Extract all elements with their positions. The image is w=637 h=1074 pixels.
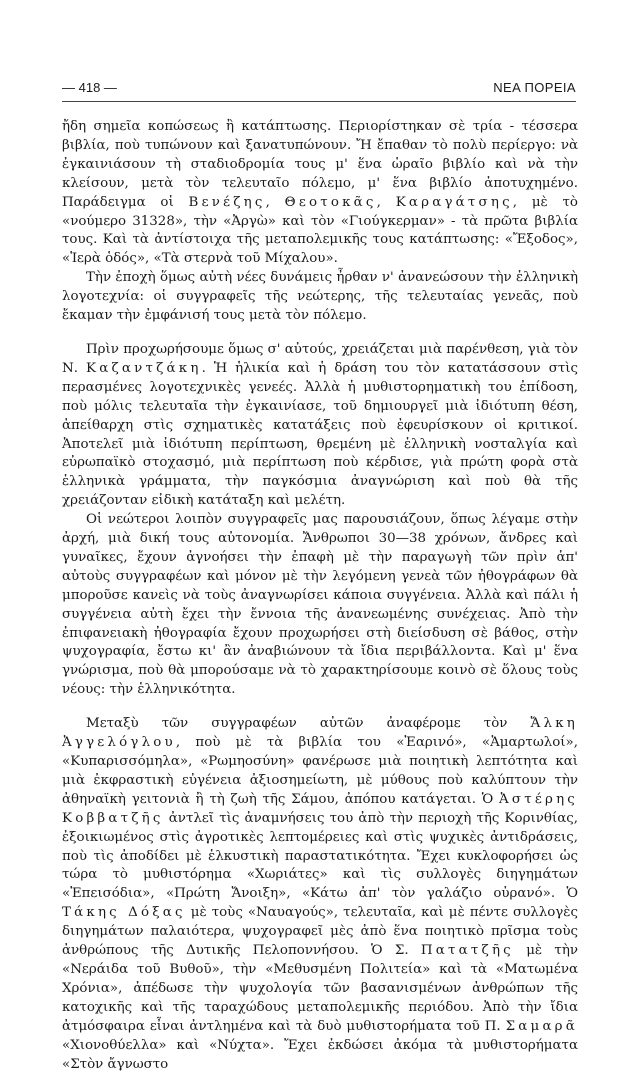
paragraph: Τὴν ἐποχὴ ὅμως αὐτὴ νέες δυνάμεις ἦρθαν ν' ἀνανεώσουν τὴν ἑλληνικὴ λογοτεχνία: οἱ συγγραφεῖς τῆς νεώτερης, τῆς τελευταίας γενεᾶς, ποὺ ἔκαμαν τὴν ἐμφάνισή τους μετὰ τὸν πόλεμο. <box>62 270 578 324</box>
spaced-author-name: Πατατζῆς <box>420 943 514 959</box>
page-header <box>62 80 576 100</box>
spaced-author-name: Σαμαρᾶ <box>505 1018 578 1034</box>
spaced-author-name: Ἀστέρης Κοββατζῆς <box>62 791 578 826</box>
spaced-author-name: Καζαντζάκη <box>86 360 202 376</box>
paragraph: Οἱ νεώτεροι λοιπὸν συγγραφεῖς μας παρουσιάζουν, ὅπως λέγαμε στὴν ἀρχή, μιὰ δική τους αὐτονομία. Ἄνθρωποι 30—38 χρόνων, ἄνδρες καὶ γυναῖκες, ἔχουν ἀγνοήσει τὴν ἐπαφὴ μὲ τὴν παραγωγὴ τῶν πρὶν ἀπ' αὐτοὺς συγγραφέων καὶ μόνον μὲ τὴν λεγόμενη γενεὰ τῶν ἠθογράφων θὰ μποροῦσε κανεὶς νὰ τοὺς ἀναγνωρίσει κάποια συγγένεια. Ἀλλὰ καὶ πάλι ἡ συγγένεια αὐτὴ ἔχει τὴν ἔννοια τῆς ἀνανεωμένης συνέχειας. Ἀπὸ τὴν ἐπιφανειακὴ ἠθογραφία ἔχουν προχωρήσει στὴ διείσδυση σὲ βάθος, στὴν ψυχογραφία, ἔστω κι' ἂν ἀναβιώνουν τὰ ἴδια περιβάλλοντα. Καὶ μ' ἕνα γνώρισμα, ποὺ θὰ μπορούσαμε νὰ τὸ χαρακτηρίσουμε κοινὸ σὲ ὅλους τοὺς νέους: τὴν ἑλληνικότητα. <box>62 512 578 698</box>
paragraph: Πρὶν προχωρήσουμε ὅμως σ' αὐτούς, χρειάζεται μιὰ παρένθεση, γιὰ τὸν Ν. Καζαντζάκη. Ἡ ἡλικία καὶ ἡ δράση του τὸν κατατάσσουν στὶς περασμένες λογοτεχνικὲς γενεές. Ἀλλὰ ἡ μυθιστορηματικὴ του ἐπίδοση, ποὺ μόλις τελευταῖα τὴν ἐγκαινίασε, τοῦ δημιουργεῖ μιὰ ἰδιότυπη θέση, ἀπείθαρχη στὶς σχηματικὲς κατατάξεις ποὺ ἐφευρίσκουν οἱ κριτικοί. Ἀποτελεῖ μιὰ ἰδιότυπη περίπτωση, θρεμένη μὲ ἑλληνικὴ νοσταλγία καὶ εὐρωπαϊκὸ στοχασμό, μιὰ περίπτωση ποὺ κέρδισε, γιὰ πρώτη φορὰ στὰ ἑλληνικὰ γράμματα, τὴν παγκόσμια ἀναγνώριση καὶ ποὺ θὰ τῆς χρειάζονταν εἰδικὴ κατάταξη καὶ μελέτη. <box>62 341 578 509</box>
spaced-author-name: Ἄλκη Ἀγγελόγλου <box>62 716 578 751</box>
spaced-author-name: Καραγάτσης <box>395 194 513 210</box>
spaced-author-name: Βενέζης <box>188 194 266 210</box>
article-body <box>62 118 578 1074</box>
header-rule <box>62 101 576 102</box>
spaced-author-name: Τάκης Δόξας <box>62 905 186 921</box>
page-number: — 418 — <box>62 80 117 95</box>
paragraph: Μεταξὺ τῶν συγγραφέων αὐτῶν ἀναφέρομε τὸν Ἄλκη Ἀγγελόγλου, ποὺ μὲ τὰ βιβλία του «Ἐαρινό», «Ἁμαρτωλοί», «Κυπαρισσόμηλα», «Ρωμηοσύνη» φανέρωσε μιὰ ποιητικὴ λεπτότητα καὶ μιὰ ἐκφραστικὴ εὐγένεια ἀξιοσημείωτη, μὲ μύθους ποὺ καλύπτουν τὴν ἀθηναϊκὴ γειτονιὰ ἢ τὴ ζωὴ τῆς Σάμου, ἀπόπου κατάγεται. Ὁ Ἀστέρης Κοββατζῆς ἀντλεῖ τὶς ἀναμνήσεις του ἀπὸ τὴν περιοχὴ τῆς Κορινθίας, ἐξοικιωμένος στὶς ἀγροτικὲς λεπτομέρειες καὶ στὶς ψυχικὲς ἀντιδράσεις, ποὺ τὶς ἀποδίδει μὲ ἑλκυστικὴ παραστατικότητα. Ἔχει κυκλοφορήσει ὡς τώρα τὸ μυθιστόρημα «Χωριάτες» καὶ τὶς συλλογὲς διηγημάτων «Ἐπεισόδια», «Πρώτη Ἄνοιξη», «Κάτω ἀπ' τὸν γαλάζιο οὐρανό». Ὁ Τάκης Δόξας μὲ τοὺς «Ναυαγούς», τελευταῖα, καὶ μὲ πέντε συλλογὲς διηγημάτων παλαιότερα, ψυχογραφεῖ μὲς ἀπὸ ἕνα ποιητικὸ πρῖσμα τοὺς ἀνθρώπους τῆς Δυτικῆς Πελοποννήσου. Ὁ Σ. Πατατζῆς μὲ τὴν «Νεράιδα τοῦ Βυθοῦ», τὴν «Μεθυσμένη Πολιτεία» καὶ τὰ «Ματωμένα Χρόνια», ἀπέδωσε τὴν ψυχολογία τῶν βασανισμένων ἀνθρώπων τῆς κατοχικῆς καὶ τῆς ταραχώδους μεταπολεμικῆς περιόδου. Ἀπὸ τὴν ἴδια ἀτμόσφαιρα εἶναι ἀντλημένα καὶ τὰ δυὸ μυθιστορήματα τοῦ Π. Σαμαρᾶ «Χιονοθύελλα» καὶ «Νύχτα». Ἔχει ἐκδώσει ἀκόμα τὰ μυθιστορήματα «Στὸν ἄγνωστο <box>62 716 578 1072</box>
running-title: ΝΕΑ ΠΟΡΕΙΑ <box>493 80 576 95</box>
paragraph: ἤδη σημεῖα κοπώσεως ἢ κατάπτωσης. Περιορίστηκαν σὲ τρία - τέσσερα βιβλία, ποὺ τυπώνουν καὶ ξανατυπώνουν. Ἤ ἔπαθαν τὸ πολὺ περίεργο: νὰ ἐγκαινιάσουν τὴ σταδιοδρομία τους μ' ἕνα ὡραῖο βιβλίο καὶ νὰ τὴν κλείσουν, μετὰ τὸν τελευταῖο πόλεμο, μ' ἕνα βιβλίο ἀποτυχημένο. Παράδειγμα οἱ Βενέζης, Θεοτοκᾶς, Καραγάτσης, μὲ τὸ «νούμερο 31328», τὴν «Ἀργὼ» καὶ τὸν «Γιούγκερμαν» - τὰ πρῶτα βιβλία τους. Καὶ τὰ ἀντίστοιχα τῆς μεταπολεμικῆς τους κατάπτωσης: «Ἔξοδος», «Ἱερὰ ὁδός», «Τὰ στερνὰ τοῦ Μίχαλου». <box>62 119 578 267</box>
spaced-author-name: Θεοτοκᾶς <box>284 194 377 210</box>
